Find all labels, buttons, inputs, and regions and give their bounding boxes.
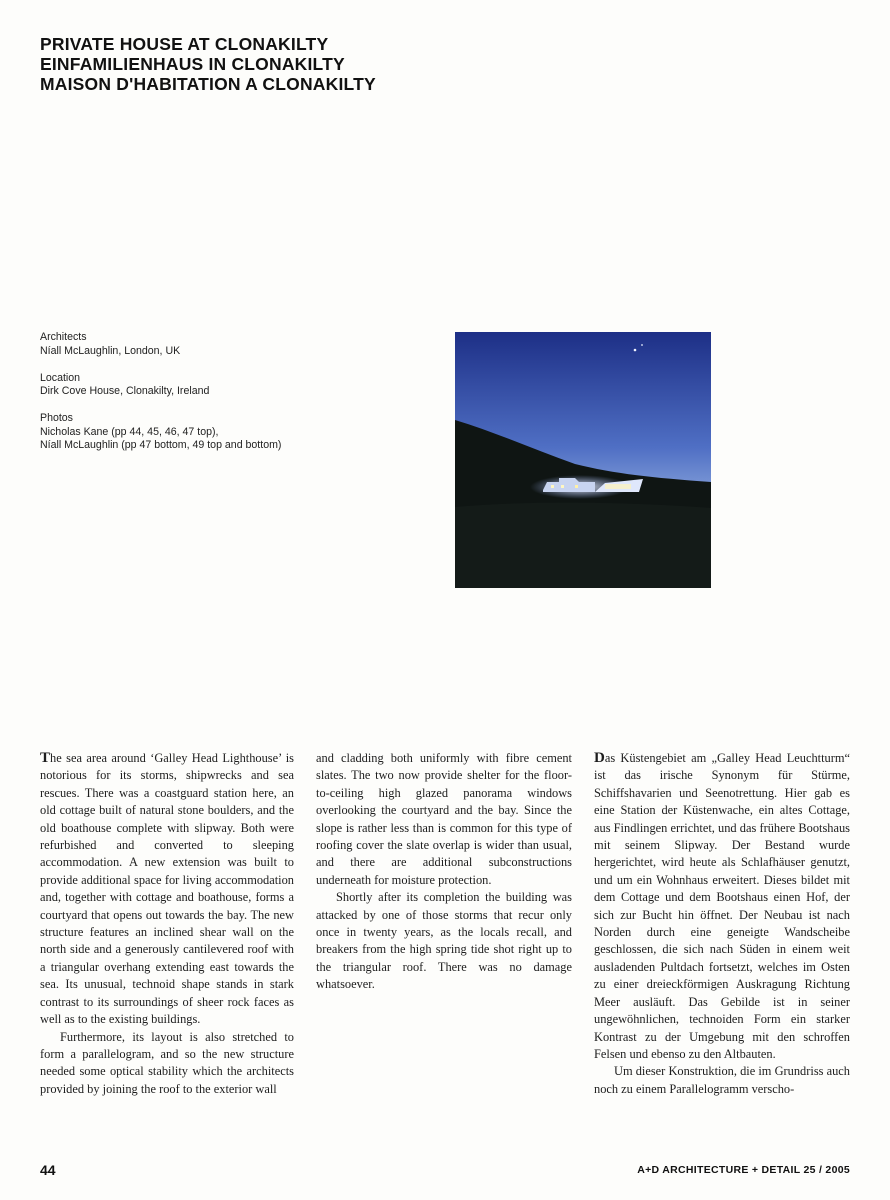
star-2 (641, 344, 643, 346)
photos-line-2: Níall McLaughlin (pp 47 bottom, 49 top and bottom) (40, 439, 282, 451)
title-german: EINFAMILIENHAUS IN CLONAKILTY (40, 54, 345, 74)
english-text-column-1 (40, 750, 294, 1098)
photos-credit (40, 412, 380, 453)
english-paragraph-2: Furthermore, its layout is also stretched to form a parallelogram, and so the new structure needed some optical stability which the architects provided by joining the roof to the exterior wall (40, 1029, 294, 1096)
location-credit (40, 372, 380, 399)
location-label: Location (40, 371, 81, 384)
german-text-column (594, 750, 850, 1098)
foreground-rocks (455, 503, 711, 588)
title-english: PRIVATE HOUSE AT CLONAKILTY (40, 34, 329, 54)
article-titles (40, 34, 376, 94)
window-1 (551, 485, 554, 488)
photos-label: Photos (40, 412, 73, 424)
architects-label: Architects (40, 331, 87, 343)
english-paragraph-2-continued: and cladding both uniformly with fibre cement slates. The two now provide shelter for the floor-to-ceiling high glazed panorama windows overlooking the courtyard and the bay. Since the slope is rather less than is common for this type of roofing cover the slate overlap is wider than usual, and there are additional subconstructions underneath for moisture protection. (316, 751, 572, 887)
german-initial: D (594, 750, 605, 766)
architects-value: Níall McLaughlin, London, UK (40, 344, 181, 357)
page-number: 44 (40, 1162, 56, 1178)
german-paragraph-1-text: as Küstengebiet am „Galley Head Leuchtturm“ ist das irische Synonym für Stürme, Schiffshavarien und Seenotrettung. Hier gab es eine Station der Küstenwache, ein altes Cottage, aus Findlingen errichtet, und das frühere Bootshaus mit seinem Slipway. Der Bestand wurde hergerichtet, wird heute als Schlafhäuser genutzt, und um ein Wohnhaus erweitert. Dieses bildet mit dem Cottage und dem Bootshaus einen Hof, der sich zur Bucht hin öffnet. Der Neubau ist nach Norden durch eine geneigte Wandscheibe geschlossen, die sich nach Süden in einem weit ausladenden Pultdach fortsetzt, welches im Osten zu einer dreieckförmigen Auskragung Richtung Meer ausläuft. Das Gebilde ist in seiner ungewöhnlichen, technoiden Form ein starker Kontrast zu der Umgebung mit den schroffen Felsen und ebenso zu den Altbauten. (594, 751, 850, 1061)
title-french: MAISON D'HABITATION A CLONAKILTY (40, 74, 376, 94)
house-night-photo (455, 332, 711, 588)
window-2 (561, 485, 564, 488)
photos-line-1: Nicholas Kane (pp 44, 45, 46, 47 top), (40, 425, 219, 438)
german-paragraph-1 (594, 750, 850, 1063)
window-3 (575, 485, 578, 488)
page-footer (40, 1162, 850, 1178)
location-value: Dirk Cove House, Clonakilty, Ireland (40, 385, 210, 397)
journal-name: A+D ARCHITECTURE + DETAIL 25 / 2005 (637, 1164, 850, 1176)
english-text-column-2 (316, 750, 572, 994)
project-credits (40, 331, 380, 466)
english-paragraph-1 (40, 750, 294, 1029)
english-initial: T (40, 750, 51, 766)
architects-credit (40, 331, 380, 358)
english-paragraph-3: Shortly after its completion the building was attacked by one of those storms that recur only once in twenty years, as the locals recall, and breakers from the high spring tide shot right up to the triangular roof. There was no damage whatsoever. (316, 890, 572, 992)
panorama-window (605, 484, 631, 489)
english-paragraph-1-text: he sea area around ‘Galley Head Lighthouse’ is notorious for its storms, shipwrecks and sea rescues. There was a coastguard station here, an old cottage built of natural stone boulders, and the old boathouse complete with slipway. Both were refurbished and converted to sleeping accommodation. A new extension was built to provide additional space for living accommodation and, together with cottage and boathouse, forms a courtyard that opens out towards the bay. The new structure features an inclined shear wall on the north side and a generously cantilevered roof with a triangular overhang extending east towards the sea. Its unusual, technoid shape stands in stark contrast to its surroundings of sheer rock faces as well as to the existing buildings. (40, 751, 294, 1027)
german-paragraph-2: Um dieser Konstruktion, die im Grundriss auch noch zu einem Parallelogramm verscho- (594, 1064, 850, 1096)
star-1 (634, 349, 637, 352)
